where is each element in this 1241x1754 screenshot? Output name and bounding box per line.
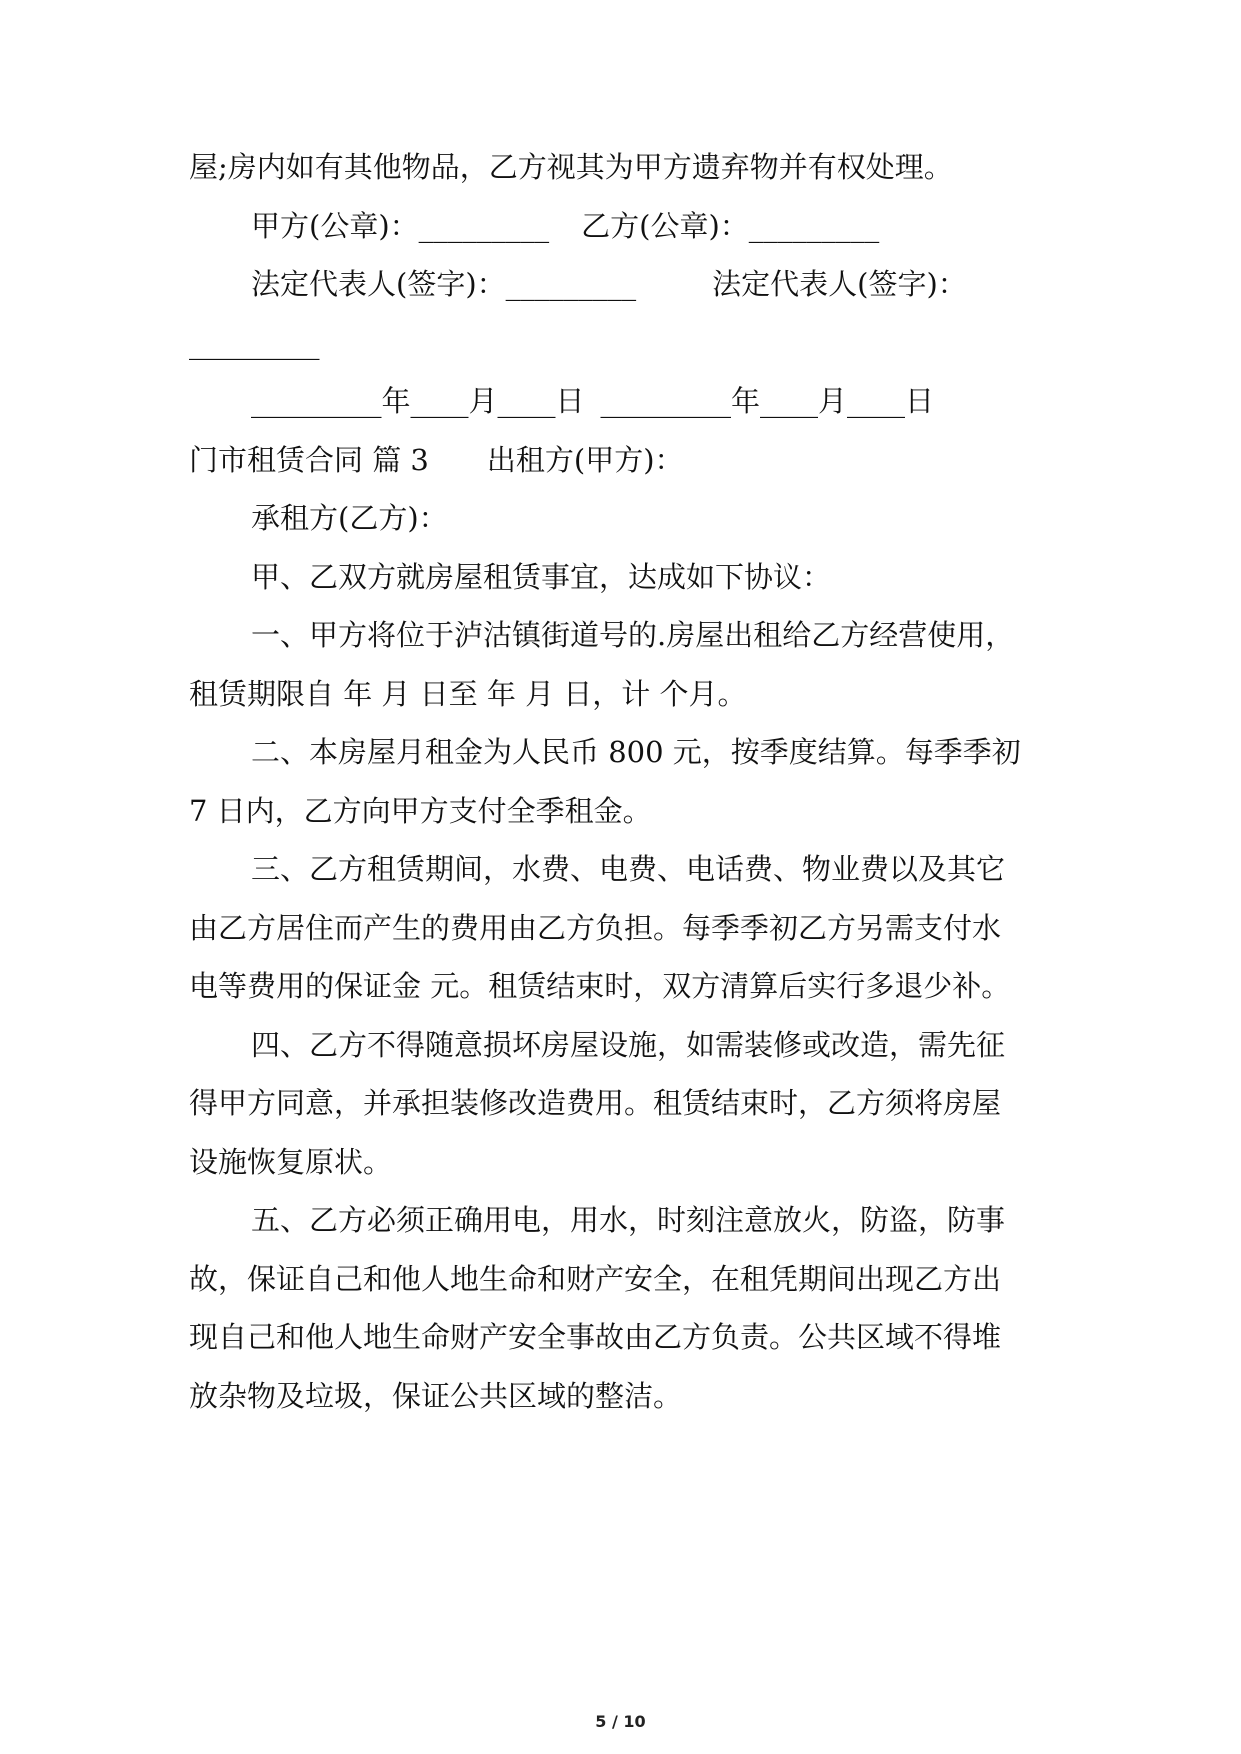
paragraph-line: 设施恢复原状。 (189, 1145, 393, 1179)
contract-title: 门市租赁合同 篇 3 (189, 443, 429, 477)
paragraph-line: 放杂物及垃圾，保证公共区域的整洁。 (189, 1379, 683, 1413)
signature-blank: _________ (189, 326, 320, 360)
lessee-label: 承租方(乙方)： (251, 501, 448, 535)
paragraph-line: 甲、乙双方就房屋租赁事宜，达成如下协议： (251, 560, 832, 594)
paragraph-line: 租赁期限自 年 月 日至 年 月 日，计 个月。 (189, 677, 747, 711)
paragraph-line: 二、本房屋月租金为人民币 800 元，按季度结算。每季季初 (251, 735, 1021, 769)
paragraph-line: 故，保证自己和他人地生命和财产安全，在租凭期间出现乙方出 (189, 1262, 1002, 1296)
party-b-representative: 法定代表人(签字)： (712, 267, 967, 301)
page-number: 5 / 10 (595, 1712, 646, 1731)
paragraph-line: 一、甲方将位于泸沽镇街道号的.房屋出租给乙方经营使用， (251, 618, 1015, 652)
party-a-representative: 法定代表人(签字)：_________ (251, 267, 637, 301)
party-b-date: _________年____月____日 (600, 384, 935, 418)
paragraph-line: 三、乙方租赁期间，水费、电费、电话费、物业费以及其它 (251, 852, 1006, 886)
signature-row-seal (251, 206, 1069, 246)
party-a-date: _________年____月____日 (251, 384, 585, 418)
paragraph-line: 电等费用的保证金 元。租赁结束时，双方清算后实行多退少补。 (189, 969, 1011, 1003)
date-row (251, 381, 1069, 421)
paragraph-line: 得甲方同意，并承担装修改造费用。租赁结束时，乙方须将房屋 (189, 1086, 1002, 1120)
paragraph-line: 五、乙方必须正确用电，用水，时刻注意放火，防盗，防事 (251, 1203, 1006, 1237)
paragraph-line: 现自己和他人地生命财产安全事故由乙方负责。公共区域不得堆 (189, 1320, 1002, 1354)
paragraph-line: 四、乙方不得随意损坏房屋设施，如需装修或改造，需先征 (251, 1028, 1006, 1062)
lessor-label: 出租方(甲方)： (486, 443, 684, 477)
paragraph-line: 屋;房内如有其他物品，乙方视其为甲方遗弃物并有权处理。 (189, 150, 953, 184)
contract-heading-row (189, 440, 1069, 480)
paragraph-line: 由乙方居住而产生的费用由乙方负担。每季季初乙方另需支付水 (189, 911, 1002, 945)
party-b-seal: 乙方(公章)：_________ (581, 209, 880, 243)
paragraph-line: 7 日内，乙方向甲方支付全季租金。 (189, 794, 652, 828)
party-a-seal: 甲方(公章)：_________ (251, 209, 550, 243)
signature-row-rep (251, 264, 1069, 304)
